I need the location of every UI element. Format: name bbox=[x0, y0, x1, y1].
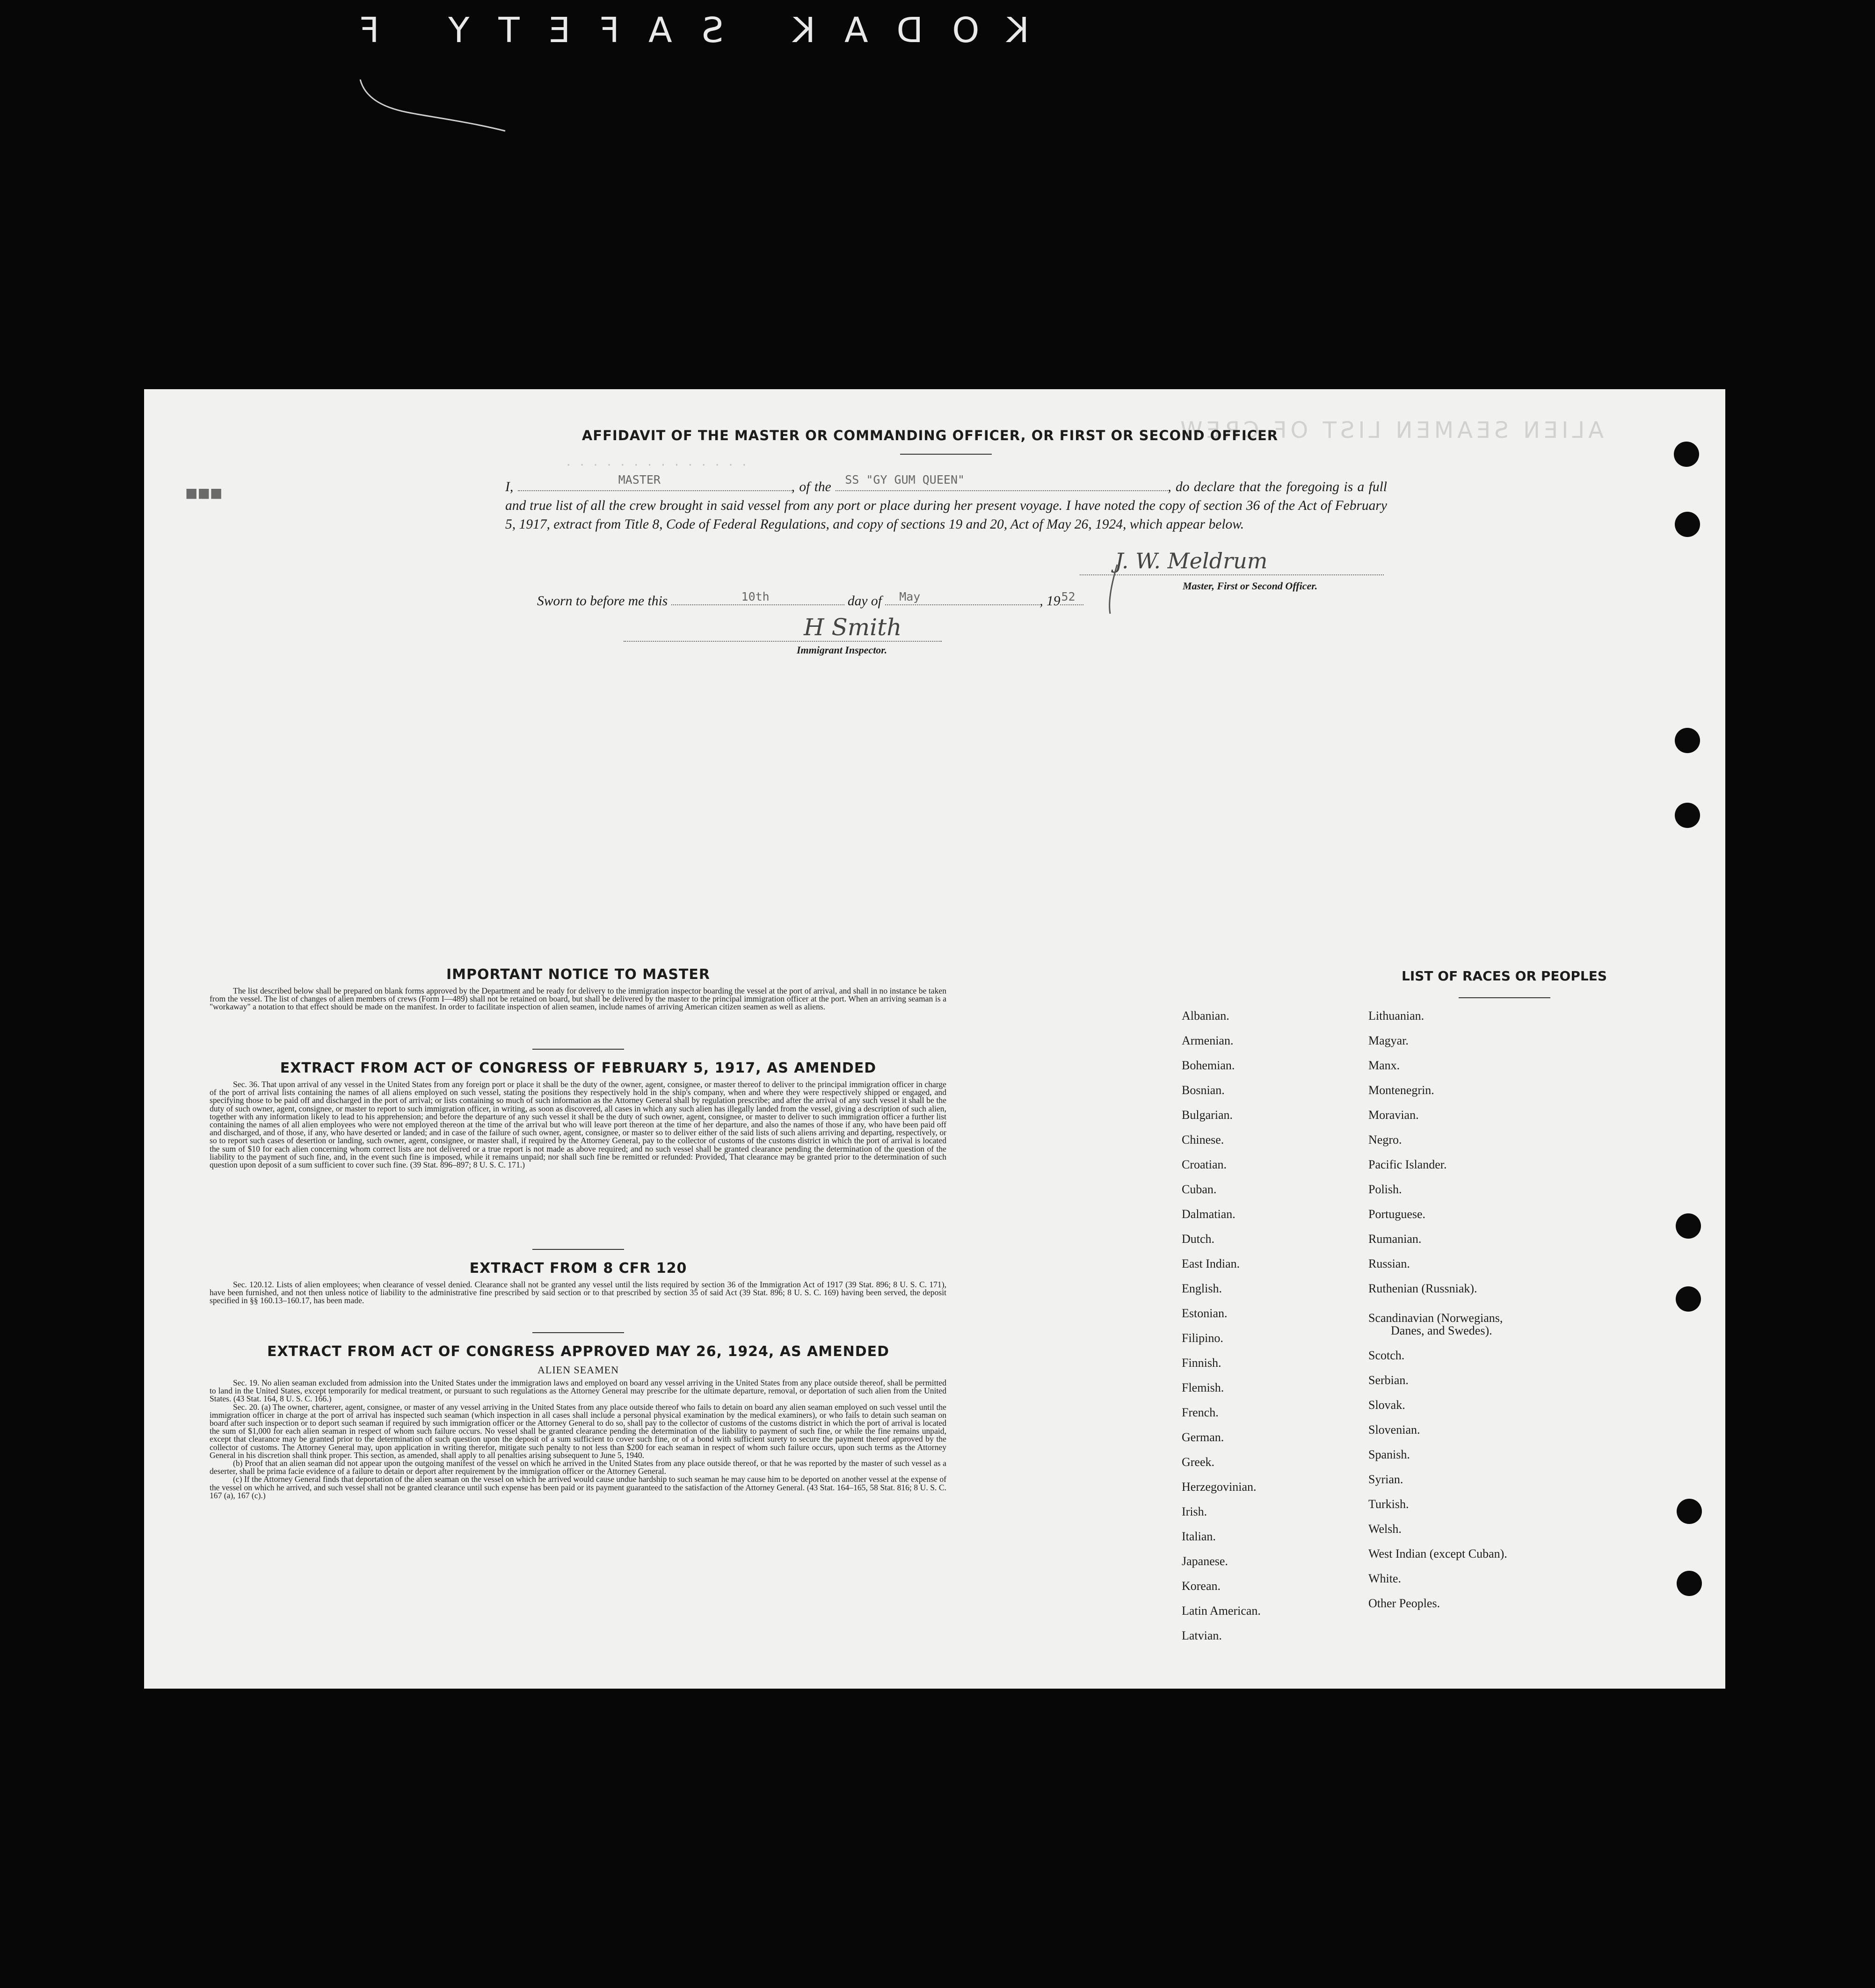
inspector-signature: H Smith bbox=[804, 614, 902, 641]
divider bbox=[532, 1249, 624, 1250]
alien-seamen-subtitle: ALIEN SEAMEN bbox=[538, 1364, 619, 1376]
year-typed: 52 bbox=[1061, 590, 1076, 603]
master-signature: J. W. Meldrum bbox=[1115, 548, 1268, 573]
race-item: Dutch. bbox=[1182, 1232, 1215, 1246]
race-item: Bosnian. bbox=[1182, 1083, 1225, 1097]
race-item: English. bbox=[1182, 1282, 1222, 1295]
affidavit-intro: I, bbox=[505, 479, 514, 494]
race-item: Lithuanian. bbox=[1368, 1009, 1424, 1023]
race-item: Latvian. bbox=[1182, 1629, 1222, 1642]
race-item: Greek. bbox=[1182, 1455, 1215, 1469]
race-item: French. bbox=[1182, 1406, 1219, 1419]
affidavit-title: AFFIDAVIT OF THE MASTER OR COMMANDING OFFICER, OR FIRST OR SECOND OFFICER bbox=[581, 428, 1279, 443]
extract-1917-text: Sec. 36. That upon arrival of any vessel in the United States from any foreign port or place it shall be the duty of the owner, agent, consignee, or master thereof to deliver to the principal immigration officer in charge of the port of arrival lists containing the names of all aliens employed on such vessel, stating the positions they respectively hold in the ship's company, when and where they were respectively shipped or engaged, and specifying those to be paid off and discharged in the port of arrival; or lists containing so much of such information as the Attorney General shall by regulation prescribe; and after the arrival of any such vessel it shall be the duty of such owner, agent, consignee, or master to report to such immigration officer, in writing, as soon as discovered, all cases in which any such alien has illegally landed from the vessel, giving a description of such alien, together with any information likely to lead to his apprehension; and before the departure of any such vessel it shall be the duty of such owner, agent, consignee, or master to deliver to such immigration officer a further list containing the names of all alien employees who were not employed thereon at the time of the arrival but who will leave port thereon at the time of her departure, and also the names of those if any, who have been paid off and discharged, and of those, if any, who have deserted or landed; and in case of the failure of such owner, agent, consignee, or master so to deliver either of the said lists of such aliens arriving and departing, respectively, or so to report such cases of desertion or landing, such owner, agent, consignee, or master shall, if required by the Attorney General, pay to the collector of customs of the customs district in which the port of arrival is located the sum of $10 for each alien concerning whom correct lists are not delivered or a true report is not made as above required; and no such vessel shall be granted clearance pending the determination of the question of the liability to the payment of such fine, and, in the event such fine is imposed, while it remains unpaid; nor shall such fine be remitted or refunded: Provided, That clearance may be granted prior to the determination of such question upon deposit of a sum sufficient to cover such fine. (39 Stat. 896–897; 8 U. S. C. 171.) bbox=[210, 1080, 946, 1170]
race-item: Slovak. bbox=[1368, 1398, 1405, 1412]
punch-hole bbox=[1677, 1499, 1702, 1524]
race-item: Other Peoples. bbox=[1368, 1596, 1440, 1610]
race-item: Dalmatian. bbox=[1182, 1207, 1235, 1221]
race-item: Scandinavian (Norwegians, bbox=[1368, 1311, 1503, 1325]
divider bbox=[532, 1332, 624, 1333]
race-item: Montenegrin. bbox=[1368, 1083, 1434, 1097]
section-19-text: Sec. 19. No alien seaman excluded from admission into the United States under the immigration laws and employed on board any vessel arriving in the United States from any place outside thereof, shall be permitted to land in the United States, except temporarily for medical treatment, or pursuant to such regulations as the Attorney General may prescribe for the ultimate departure, removal, or deportation of such alien from the United States. (43 Stat. 164, 8 U. S. C. 166.) bbox=[210, 1378, 946, 1404]
race-item: Manx. bbox=[1368, 1059, 1400, 1072]
year-field bbox=[1060, 590, 1083, 605]
race-item: West Indian (except Cuban). bbox=[1368, 1547, 1507, 1560]
affidavit-text bbox=[505, 473, 1387, 534]
affidavit-statement: that the foregoing is a full and true list of all the crew brought in said vessel from any port or place during her present voyage. I have noted the copy of section 36 of the Act of February 5, 1917, extract from Title 8, Code of Federal Regulations, and copy of sections 19 and 20, Act of May 26, 1924, which appear below. bbox=[505, 479, 1387, 532]
section-20c-text: (c) If the Attorney General finds that deportation of the alien seaman on the vessel on which he arrived would cause undue hardship to such seaman he may cause him to be deported on another vessel at the expense of the vessel on which he arrived, and such vessel shall not be granted clearance until such expense has been paid or its payment guaranteed to the satisfaction of the Attorney General. (43 Stat. 164–165, 58 Stat. 816; 8 U. S. C. 167 (a), 167 (c).) bbox=[210, 1474, 946, 1500]
race-item: Herzegovinian. bbox=[1182, 1480, 1257, 1494]
extract-cfr-text: Sec. 120.12. Lists of alien employees; when clearance of vessel denied. Clearance shall not be granted any vessel until the lists required by section 36 of the Immigration Act of 1917 (39 Stat. 896; 8 U. S. C. 171), have been furnished, and not then unless notice of liability to the administrative fine prescribed by said section or to that prescribed by section 35 of said Act (39 Stat. 896; 8 U. S. C. 169) having been served, the deposit specified in §§ 160.13–160.17, has been made. bbox=[210, 1280, 946, 1306]
section-20a-text: Sec. 20. (a) The owner, charterer, agent, consignee, or master of any vessel arriving in the United States from any place outside thereof who fails to detain on board any alien seaman employed on such vessel until the immigration officer in charge at the port of arrival has inspected such seaman (which inspection in all cases shall include a personal physical examination by the medical examiners), or who fails to detain such seaman on board after such inspection or to deport such seaman if required by such immigration officer or the Attorney General to do so, shall pay to the collector of customs of the customs district in which the port of arrival is located the sum of $1,000 for each alien seaman in respect of whom such failure occurs. No vessel shall be granted clearance pending the determination of the liability to payment of such fine, or while the fine remains unpaid, except that clearance may be granted prior to the determination of such question upon the deposit of a sum sufficient to cover such fine, or of a bond with sufficient surety to secure the payment thereof approved by the collector of customs. The Attorney General may, upon application in writing therefor, mitigate such penalty to not less than $200 for each seaman in respect of whom such failure occurs, upon such terms as the Attorney General in his discretion shall think proper. This section, as amended, shall apply to all penalties arising subsequent to June 5, 1940. bbox=[210, 1402, 946, 1460]
inspector-signature-line bbox=[624, 641, 942, 642]
punch-hole bbox=[1676, 1213, 1701, 1239]
name-typed: MASTER bbox=[618, 473, 661, 486]
signature-flourish bbox=[1098, 562, 1126, 618]
race-item: Korean. bbox=[1182, 1579, 1221, 1593]
race-item: Spanish. bbox=[1368, 1448, 1410, 1461]
film-edge-marking: KODAK SAFETY F bbox=[330, 10, 1029, 51]
race-item: Bulgarian. bbox=[1182, 1108, 1233, 1122]
race-item: Portuguese. bbox=[1368, 1207, 1426, 1221]
day-field bbox=[671, 590, 844, 605]
race-item: Welsh. bbox=[1368, 1522, 1402, 1536]
race-item: Polish. bbox=[1368, 1183, 1402, 1196]
section-20b-text: (b) Proof that an alien seaman did not appear upon the outgoing manifest of the vessel on which he arrived in the United States from any place outside thereof, or that he was reported by the master of such vessel as a deserter, shall be prima facie evidence of a failure to detain or deport after requirement by the immigration officer or the Attorney General. bbox=[210, 1458, 946, 1476]
of-the-text: , of the bbox=[791, 479, 831, 494]
extract-1924-title: EXTRACT FROM ACT OF CONGRESS APPROVED MAY 26, 1924, AS AMENDED bbox=[267, 1343, 890, 1360]
race-item: Negro. bbox=[1368, 1133, 1402, 1146]
race-item: East Indian. bbox=[1182, 1257, 1240, 1270]
race-item: Scotch. bbox=[1368, 1349, 1405, 1362]
race-item: Finnish. bbox=[1182, 1356, 1221, 1370]
master-caption: Master, First or Second Officer. bbox=[1183, 580, 1318, 592]
notice-title: IMPORTANT NOTICE TO MASTER bbox=[446, 966, 710, 983]
race-item: Estonian. bbox=[1182, 1306, 1228, 1320]
year-prefix: , 19 bbox=[1039, 594, 1061, 609]
race-item: Japanese. bbox=[1182, 1554, 1228, 1568]
race-item: Cuban. bbox=[1182, 1183, 1217, 1196]
race-item: Filipino. bbox=[1182, 1331, 1223, 1345]
vessel-typed: SS "GY GUM QUEEN" bbox=[845, 473, 965, 486]
punch-hole bbox=[1675, 728, 1700, 753]
race-item: Russian. bbox=[1368, 1257, 1410, 1270]
race-item: White. bbox=[1368, 1572, 1402, 1585]
race-item: Croatian. bbox=[1182, 1158, 1227, 1171]
punch-hole bbox=[1675, 803, 1700, 828]
punch-hole bbox=[1676, 1286, 1701, 1312]
manifest-page bbox=[144, 389, 1725, 1689]
race-item: German. bbox=[1182, 1430, 1224, 1444]
race-item: Armenian. bbox=[1182, 1034, 1234, 1047]
extract-1917-title: EXTRACT FROM ACT OF CONGRESS OF FEBRUARY 5, 1917, AS AMENDED bbox=[280, 1060, 877, 1076]
sworn-line bbox=[537, 590, 1083, 609]
extract-cfr-title: EXTRACT FROM 8 CFR 120 bbox=[469, 1260, 687, 1277]
race-item: Moravian. bbox=[1368, 1108, 1419, 1122]
inspector-caption: Immigrant Inspector. bbox=[797, 644, 887, 656]
day-typed: 10th bbox=[741, 590, 770, 603]
race-item: Ruthenian (Russniak). bbox=[1368, 1282, 1477, 1295]
day-of-text: day of bbox=[847, 594, 882, 609]
film-scratch bbox=[327, 70, 515, 140]
race-item: Flemish. bbox=[1182, 1381, 1224, 1394]
race-item: Rumanian. bbox=[1368, 1232, 1422, 1246]
extract-1924-text bbox=[210, 1379, 946, 1500]
punch-hole bbox=[1675, 512, 1700, 537]
race-item: Chinese. bbox=[1182, 1133, 1224, 1146]
vessel-field bbox=[836, 473, 1168, 491]
race-item: Magyar. bbox=[1368, 1034, 1409, 1047]
bleed-through-form: · · · · · · · · · · · · · · bbox=[565, 458, 748, 472]
race-item: Irish. bbox=[1182, 1505, 1207, 1518]
races-title: LIST OF RACES OR PEOPLES bbox=[1402, 968, 1607, 984]
race-item: Italian. bbox=[1182, 1530, 1216, 1543]
race-item: Albanian. bbox=[1182, 1009, 1229, 1023]
month-field bbox=[885, 590, 1039, 605]
race-item: Latin American. bbox=[1182, 1604, 1261, 1618]
race-item: Danes, and Swedes). bbox=[1391, 1324, 1492, 1337]
race-item: Turkish. bbox=[1368, 1497, 1409, 1511]
notice-text: The list described below shall be prepared on blank forms approved by the Department and be ready for delivery to the immigration inspector boarding the vessel at the port of arrival, and shall in no instance be taken from the vessel. The list of changes of alien members of crews (Form I—489) shall not be retained on board, but shall be delivered by the master to the principal immigration officer at the port. When an arriving seaman is a "workaway" a notation to that effect should be made on the manifest. In order to facilitate inspection of alien seamen, include names of arriving American citizen seamen as well as aliens. bbox=[210, 986, 946, 1012]
sworn-prefix: Sworn to before me this bbox=[537, 594, 668, 609]
race-item: Serbian. bbox=[1368, 1373, 1409, 1387]
month-typed: May bbox=[899, 590, 921, 603]
divider bbox=[900, 454, 992, 455]
do-declare-text: , do declare bbox=[1168, 479, 1235, 494]
bleed-through-text: ALIEN SEAMEN LIST OF CREW bbox=[1176, 417, 1604, 443]
divider bbox=[532, 1049, 624, 1050]
punch-hole bbox=[1677, 1571, 1702, 1596]
page-stamp: ■■■ bbox=[185, 485, 223, 501]
divider bbox=[1459, 997, 1550, 998]
race-item: Bohemian. bbox=[1182, 1059, 1235, 1072]
name-field bbox=[518, 473, 792, 491]
punch-hole bbox=[1674, 442, 1699, 467]
race-item: Pacific Islander. bbox=[1368, 1158, 1447, 1171]
race-item: Slovenian. bbox=[1368, 1423, 1420, 1437]
race-item: Syrian. bbox=[1368, 1473, 1403, 1486]
